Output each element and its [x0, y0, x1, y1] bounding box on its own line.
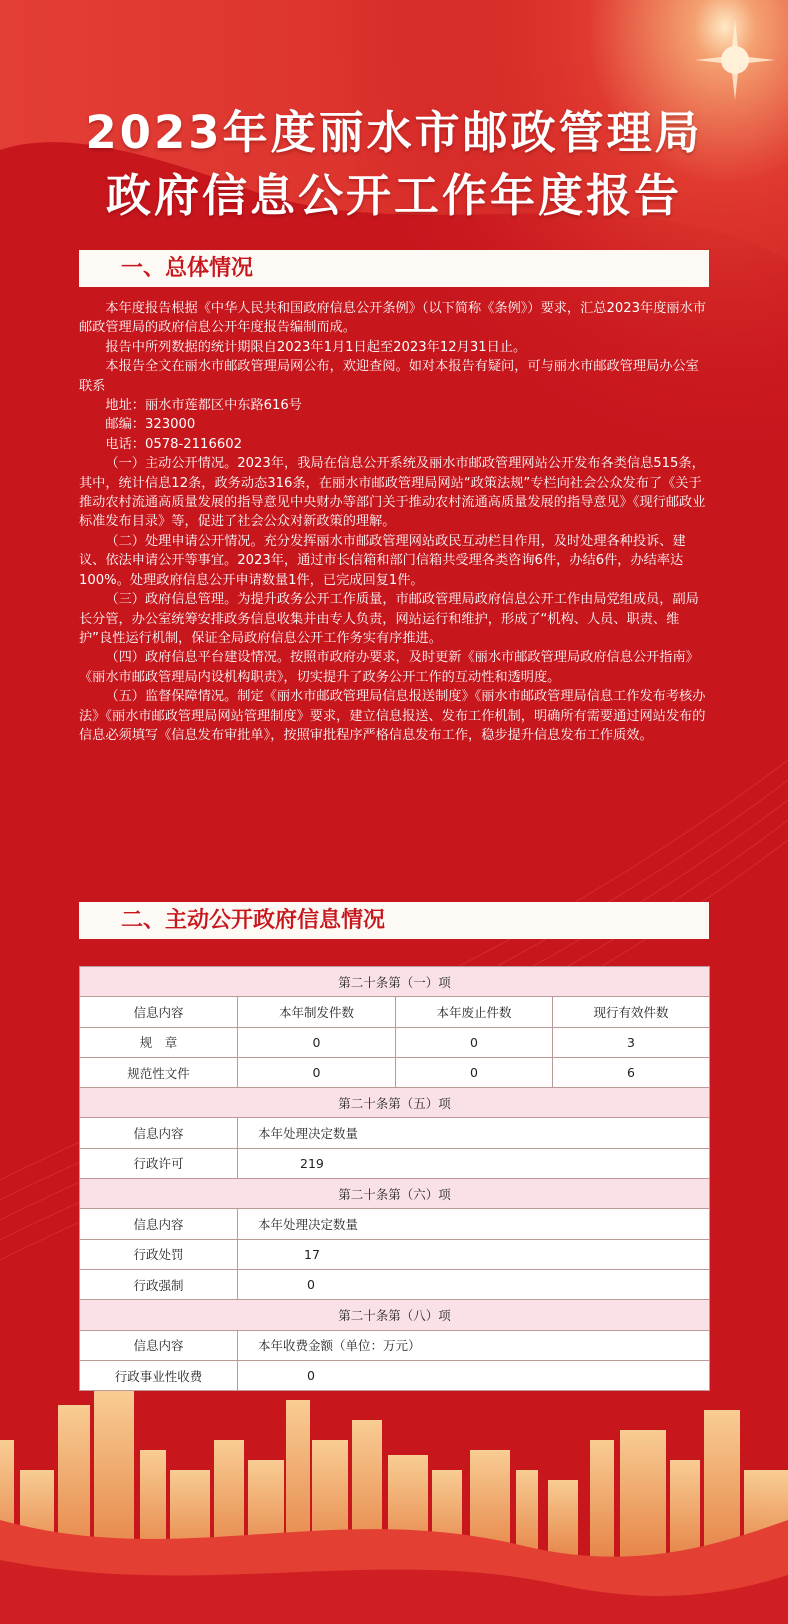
table-row: [80, 1057, 710, 1087]
table-cell: 规范性文件: [80, 1057, 238, 1087]
table-cell: 17: [238, 1239, 710, 1269]
table-section-row: [80, 1300, 710, 1330]
table-section-title: 第二十条第（一）项: [80, 967, 710, 997]
public-info-table: [79, 966, 710, 1391]
report-title-line2: 政府信息公开工作年度报告: [105, 169, 682, 222]
table-header-cell: 信息内容: [80, 1209, 238, 1239]
overview-text: [79, 299, 709, 745]
overview-paragraph: （五）监督保障情况。制定《丽水市邮政管理局信息报送制度》《丽水市邮政管理局信息工作发布考核办法》《丽水市邮政管理局网站管理制度》要求，建立信息报送、发布工作机制，明确所有需要通过网站发布的信息必须填写《信息发布审批单》，按照审批程序严格信息发布工作，稳步提升信息发布工作质效。: [79, 689, 706, 743]
table-cell: 3: [553, 1027, 710, 1057]
table-cell: 规 章: [80, 1027, 238, 1057]
overview-paragraph: 本报告全文在丽水市邮政管理局网公布，欢迎查阅。如对本报告有疑问，可与丽水市邮政管理局办公室联系: [79, 359, 699, 394]
overview-paragraph: （二）处理申请公开情况。充分发挥丽水市邮政管理网站政民互动栏目作用，及时处理各种投诉、建议、依法申请公开等事宜。2023年，通过市长信箱和部门信箱共受理各类咨询6件，办结6件，办结率达100%。处理政府信息公开申请数量1件，已完成回复1件。: [79, 533, 686, 588]
overview-paragraph: （三）政府信息管理。为提升政务公开工作质量，市邮政管理局政府信息公开工作由局党组成员，副局长分管，办公室统筹安排政务信息收集并由专人负责，网站运行和维护，形成了“机构、人员、职责、维护”良性运行机制，保证全局政府信息公开工作务实有序推进。: [79, 592, 699, 646]
overview-paragraph: （一）主动公开情况。2023年，我局在信息公开系统及丽水市邮政管理网站公开发布各类信息515条，其中，统计信息12条，政务动态316条，在丽水市邮政管理局网站“政策法规”专栏向社会公众发布了《关于推动农村流通高质量发展的指导意见中央财办等部门关于推动农村流通高质量发展的指导意见》《现行邮政业标准发布目录》等，促进了社会公众对新政策的理解。: [79, 456, 706, 530]
overview-paragraph: （四）政府信息平台建设情况。按照市政府办要求，及时更新《丽水市邮政管理局政府信息公开指南》《丽水市邮政管理局内设机构职责》，切实提升了政务公开工作的互动性和透明度。: [79, 650, 699, 685]
table-row: [80, 1148, 710, 1178]
table-section-title: 第二十条第（五）项: [80, 1088, 710, 1118]
table-header-row: [80, 997, 710, 1027]
table-header-cell: 本年制发件数: [238, 997, 396, 1027]
table-header-row: [80, 1118, 710, 1148]
table-section-row: [80, 1088, 710, 1118]
table-row: [80, 1027, 710, 1057]
table-cell: 行政处罚: [80, 1239, 238, 1269]
contact-address: 地址：丽水市莲都区中东路616号: [105, 398, 302, 414]
table-section-row: [80, 1179, 710, 1209]
table-cell: 0: [238, 1027, 396, 1057]
contact-phone: 电话：0578-2116602: [105, 436, 243, 452]
table-header-cell: 信息内容: [80, 1118, 238, 1148]
table-header-cell: 信息内容: [80, 997, 238, 1027]
table-cell: 0: [396, 1057, 553, 1087]
table-header-cell: 本年收费金额（单位：万元）: [238, 1330, 710, 1360]
table-cell: 行政强制: [80, 1269, 238, 1299]
table-cell: 行政许可: [80, 1148, 238, 1178]
table-cell: 行政事业性收费: [80, 1360, 238, 1390]
table-cell: 0: [238, 1057, 396, 1087]
overview-paragraph: 报告中所列数据的统计期限自2023年1月1日起至2023年12月31日止。: [105, 339, 527, 355]
section-header-public-info: 二、主动公开政府信息情况: [79, 902, 709, 939]
table-section-title: 第二十条第（六）项: [80, 1179, 710, 1209]
table-row: [80, 1239, 710, 1269]
table-cell: 0: [396, 1027, 553, 1057]
table-header-row: [80, 1330, 710, 1360]
table-header-row: [80, 1209, 710, 1239]
table-header-cell: 本年处理决定数量: [238, 1118, 710, 1148]
table-cell: 0: [238, 1269, 710, 1299]
contact-postcode: 邮编：323000: [105, 417, 196, 433]
table-header-cell: 现行有效件数: [553, 997, 710, 1027]
table-cell: 6: [553, 1057, 710, 1087]
table-header-cell: 本年处理决定数量: [238, 1209, 710, 1239]
table-cell: 219: [238, 1148, 710, 1178]
overview-paragraph: 本年度报告根据《中华人民共和国政府信息公开条例》（以下简称《条例》）要求，汇总2023年度丽水市邮政管理局的政府信息公开年度报告编制而成。: [79, 301, 706, 336]
table-cell: 0: [238, 1360, 710, 1390]
table-header-cell: 本年废止件数: [396, 997, 553, 1027]
table-section-title: 第二十条第（八）项: [80, 1300, 710, 1330]
section-header-overview: 一、总体情况: [79, 250, 709, 287]
report-title-line1: 2023年度丽水市邮政管理局: [85, 106, 703, 159]
table-section-row: [80, 967, 710, 997]
table-row: [80, 1360, 710, 1390]
table-header-cell: 信息内容: [80, 1330, 238, 1360]
table-row: [80, 1269, 710, 1299]
